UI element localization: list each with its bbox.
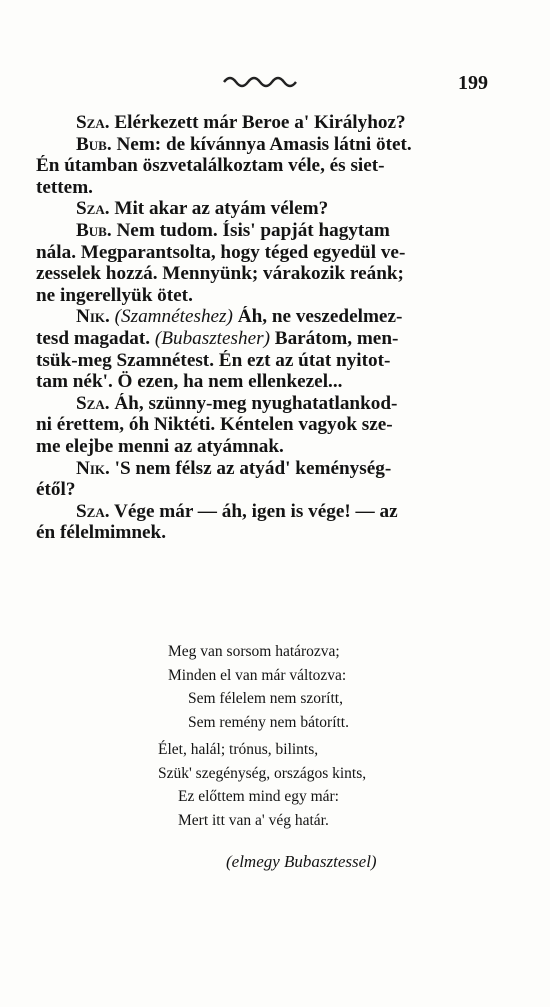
dialogue-line [36,263,506,285]
dialogue-line [36,285,506,307]
dialogue-text: me elejbe menni az atyámnak. [36,435,284,457]
speaker-name: Sza. [76,392,110,414]
dialogue-line [36,479,506,501]
verse-stanza-1 [0,640,550,734]
dialogue-line [36,458,506,480]
dialogue-text: én félelmimnek. [36,522,167,544]
verse-line: Minden el van már változva: [168,666,347,684]
dialogue-text: nála. Megparantsolta, hogy téged egyedül ve- [36,241,406,263]
verse-line: Élet, halál; trónus, bilints, [158,741,319,758]
dialogue-line [36,177,506,199]
dialogue-line [36,220,506,242]
stage-paren-open: ( [154,327,162,349]
dialogue-text: tettem. [36,176,93,198]
dialogue-text: ni érettem, óh Niktéti. Kéntelen vagyok sze- [36,414,393,436]
stage-direction-exit: (elmegy Bubasztessel) [226,852,377,871]
speaker-name: Nik. [76,306,110,328]
dialogue-line [36,522,506,544]
verse-line: Meg van sorsom határozva; [168,643,340,660]
dialogue-block [36,112,506,544]
speaker-name: Sza. [76,112,110,133]
dialogue-line [36,371,506,393]
speaker-name: Sza. [76,198,110,220]
dialogue-line [36,393,506,415]
speaker-name: Bub. [76,219,112,241]
dialogue-line [36,198,506,220]
stage-paren-close: ) [263,327,270,349]
stage-paren-close: ) [226,306,233,328]
verse-line: Sem remény nem bátorítt. [188,713,349,731]
dialogue-text: tam nék'. Ö ezen, ha nem ellenkezel... [36,371,343,393]
stage-paren-open: ( [114,306,122,328]
ornament-flourish [222,70,302,92]
verse-line: Mert itt van a' vég határ. [178,811,329,829]
stage-direction: Bubasztesher [161,327,264,349]
dialogue-text: 'S nem félsz az atyád' keménység- [114,457,392,479]
verse-stanza-2 [0,738,550,832]
dialogue-text: Vége már — áh, igen is vége! — az [113,500,398,522]
dialogue-text: Nem tudom. Ísis' papját hagytam [116,219,390,241]
dialogue-line [36,112,506,134]
dialogue-text: Nem: de kívánnya Amasis látni ötet. [116,133,412,155]
dialogue-text: étől? [36,479,76,501]
speaker-name: Sza. [76,500,110,522]
dialogue-text: Én útamban öszvetalálkoztam véle, és siet- [36,155,385,177]
dialogue-line [36,242,506,264]
dialogue-line [36,350,506,372]
dialogue-text: Barátom, men- [274,327,399,349]
dialogue-text: Áh, szünny-meg nyughatatlankod- [114,392,398,414]
speaker-name: Bub. [76,133,112,155]
dialogue-line [36,155,506,177]
verse-line: Sem félelem nem szorítt, [188,690,343,707]
dialogue-line [36,134,506,156]
dialogue-text: Áh, ne veszedelmez- [237,306,403,328]
dialogue-line [36,436,506,458]
dialogue-text: Elérkezett már Beroe a' Királyhoz? [114,112,406,133]
dialogue-text: Mit akar az atyám vélem? [114,198,329,220]
dialogue-line [36,328,506,350]
dialogue-line [36,501,506,523]
dialogue-line [36,414,506,436]
dialogue-text: ne ingerellyük ötet. [36,284,193,306]
dialogue-text: tesd magadat. [36,327,151,349]
dialogue-line [36,306,506,328]
dialogue-text: tsük-meg Szamnétest. Én ezt az útat nyitot- [36,349,391,371]
page-number: 199 [458,72,488,94]
verse-line: Ez előttem mind egy már: [178,788,339,805]
speaker-name: Nik. [76,457,110,479]
dialogue-text: zesselek hozzá. Mennyünk; várakozik reánk; [36,263,404,285]
stage-direction: Szamnéteshez [121,306,227,328]
verse-line: Szük' szegénység, országos kints, [158,764,367,782]
